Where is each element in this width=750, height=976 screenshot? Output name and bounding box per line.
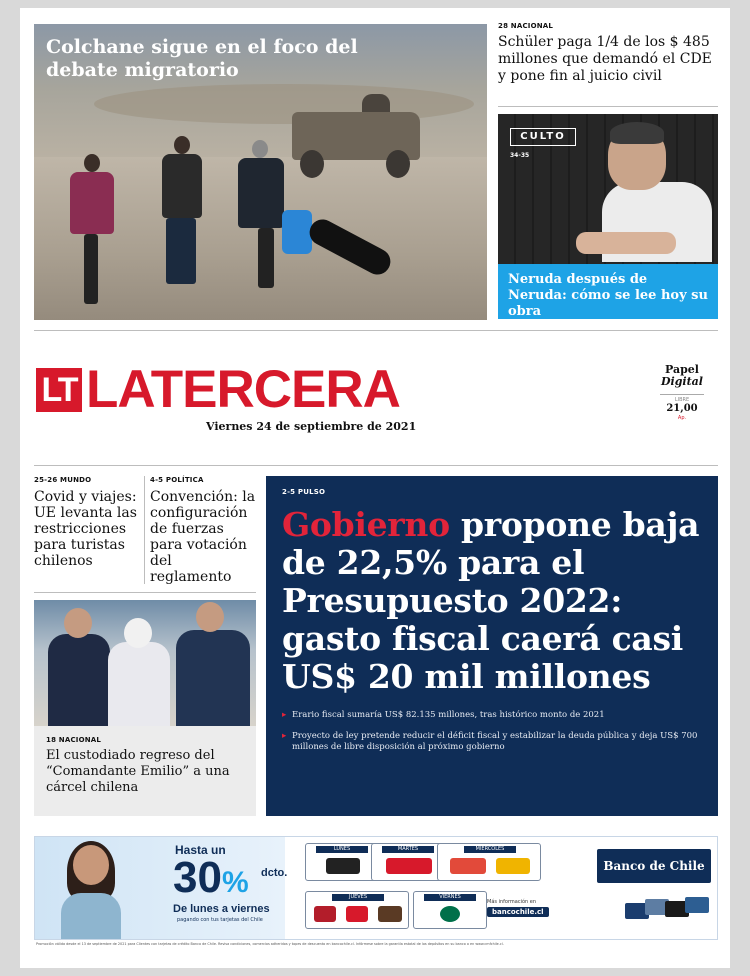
masthead-logo-text: LATERCERA — [86, 360, 400, 419]
masthead-rule-bottom — [34, 465, 718, 466]
prisoner-head — [124, 618, 152, 648]
brief-headline[interactable]: Covid y viajes: UE levanta las restricciones para turistas chilenos — [34, 489, 137, 569]
sidebar-headline[interactable]: Schüler paga 1/4 de los $ 485 millones que demandó el CDE y pone fin al juicio civil — [498, 34, 712, 84]
ad-pct-number: 30 — [173, 853, 222, 902]
papel-label: LIBRE — [660, 394, 704, 403]
bank-advertisement[interactable] — [34, 836, 718, 940]
armored-vehicle — [292, 92, 420, 178]
merchant-logo — [440, 906, 460, 922]
top-story-headline[interactable]: Colchane sigue en el foco del debate migratorio — [46, 36, 358, 81]
papel-tail: Ap. — [677, 415, 687, 421]
culto-caption[interactable]: Neruda después de Neruda: cómo se lee hoy su obra — [498, 264, 718, 319]
merchant-logo — [386, 858, 432, 874]
ad-days: De lunes a viernes — [173, 903, 270, 915]
divider — [498, 106, 718, 107]
lead-headline-rest: propone baja de 22,5% para el Presupuesto 2022: gasto fiscal caerá casi US$ 20 mil millones — [282, 505, 700, 696]
lead-bullet: ▸ Proyecto de ley pretende reducir el déficit fiscal y estabilizar la deuda pública y deja US$ 700 millones de libre disposición al próximo gobierno — [282, 731, 702, 753]
culto-badge: CULTO — [510, 128, 576, 146]
brief-politica[interactable] — [150, 476, 256, 585]
brief-mundo[interactable] — [34, 476, 140, 569]
ad-dcto: dcto. — [261, 867, 288, 879]
ad-pct-sign: % — [221, 866, 249, 899]
lead-story[interactable] — [266, 476, 718, 816]
emilio-story[interactable] — [34, 726, 256, 816]
lead-bullet: ▸ Erario fiscal sumaría US$ 82.135 millones, tras histórico monto de 2021 — [282, 710, 702, 721]
ad-fineprint: Promoción válida desde el 13 de septiembre de 2021 para Clientes con tarjetas de crédito Banco de Chile. Revisa condiciones, comercios adheridos y topes de descuento en bancochile.cl. Infórmese sobre la garantía estatal de los depósitos en su banco o en www.cmfchile.cl. — [36, 942, 504, 946]
brief-headline[interactable]: Convención: la configuración de fuerzas para votación del reglamento — [150, 489, 256, 585]
ad-day-tile — [305, 891, 409, 929]
newspaper-front-page — [20, 8, 730, 968]
officer-head — [64, 608, 92, 638]
tile-label: VIERNES — [424, 894, 476, 901]
ad-hasta: Hasta un — [175, 843, 226, 857]
ad-days-sub: pagando con tus tarjetas del Chile — [177, 917, 263, 923]
tile-label: LUNES — [316, 846, 368, 853]
section-kicker: 18 NACIONAL — [46, 736, 102, 744]
section-kicker: 2-5 PULSO — [282, 488, 326, 496]
ad-url[interactable]: bancochile.cl — [487, 907, 549, 917]
merchant-logo — [378, 906, 402, 922]
papel-line1: Papel — [665, 363, 699, 376]
ad-day-tile — [413, 891, 487, 929]
portrait-hair — [610, 122, 664, 144]
model-body — [61, 893, 121, 940]
merchant-logo — [450, 858, 486, 874]
bank-logo: Banco de Chile — [597, 849, 711, 883]
tile-label: MARTES — [382, 846, 434, 853]
divider — [34, 592, 256, 593]
tile-label: MIÉRCOLES — [464, 846, 516, 853]
emilio-photo[interactable] — [34, 600, 256, 726]
section-kicker: 4-5 POLÍTICA — [150, 476, 204, 484]
section-kicker: 25-26 MUNDO — [34, 476, 92, 484]
officer-figure — [48, 634, 110, 726]
officer-head — [196, 602, 224, 632]
merchant-logo — [346, 906, 368, 922]
ad-day-tile — [305, 843, 379, 881]
masthead-logo-mark: LT — [36, 368, 82, 412]
sidebar-brief[interactable] — [498, 22, 718, 85]
merchant-logo — [314, 906, 336, 922]
prisoner-figure — [108, 642, 170, 726]
ad-day-tile — [371, 843, 445, 881]
ad-info: Más información en — [487, 899, 537, 905]
section-kicker: 28 NACIONAL — [498, 22, 554, 30]
merchant-logo — [326, 858, 360, 874]
masthead-rule-top — [34, 330, 718, 331]
merchant-logo — [496, 858, 530, 874]
ad-percentage — [173, 855, 249, 906]
culto-pages: 34-35 — [510, 152, 530, 159]
model-face — [73, 845, 109, 885]
tile-label: JUEVES — [332, 894, 384, 901]
credit-card — [685, 897, 709, 913]
lead-headline[interactable] — [282, 506, 702, 696]
ad-day-tile — [437, 843, 541, 881]
portrait-arm — [576, 232, 676, 254]
lead-bullets — [282, 710, 702, 753]
top-story-photo[interactable] — [34, 24, 487, 320]
officer-figure — [176, 630, 250, 726]
edition-date: Viernes 24 de septiembre de 2021 — [206, 420, 417, 433]
papel-digital-badge[interactable] — [660, 364, 704, 421]
column-divider — [144, 476, 145, 584]
papel-line2: Digital — [661, 375, 703, 388]
culto-feature[interactable] — [498, 114, 718, 319]
card-images — [625, 895, 711, 925]
lead-headline-highlight: Gobierno — [282, 505, 450, 544]
emilio-headline[interactable]: El custodiado regreso del “Comandante Emilio” a una cárcel chilena — [46, 748, 230, 795]
papel-price: 21,00 — [666, 403, 698, 414]
